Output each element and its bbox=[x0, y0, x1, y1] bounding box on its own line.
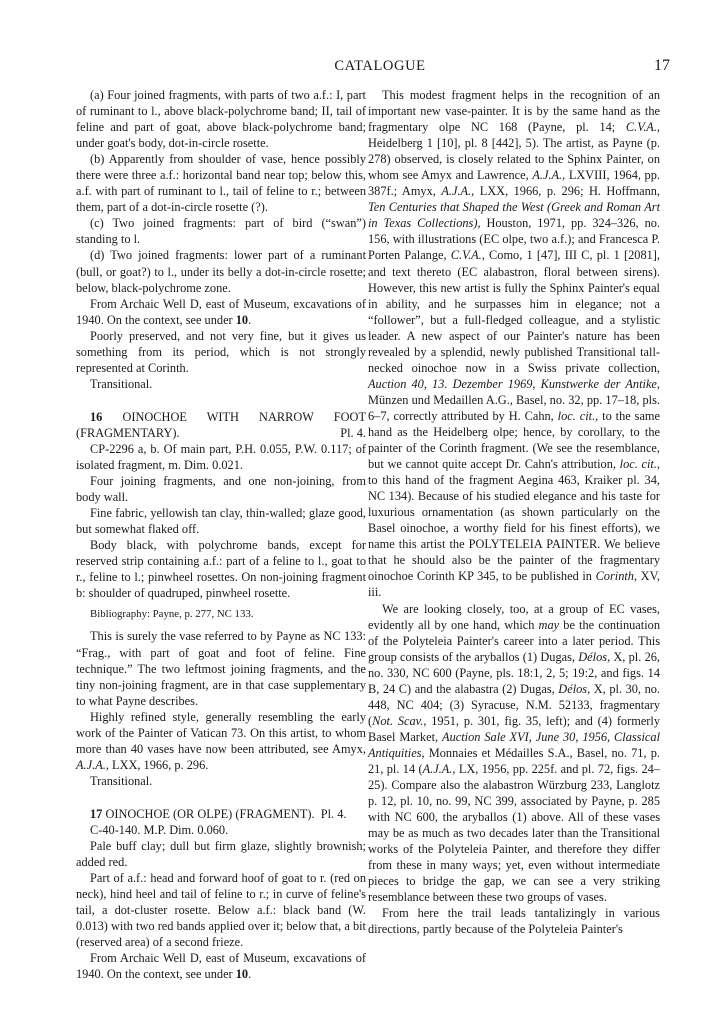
paragraph-ec-vases bbox=[368, 601, 660, 906]
entry-17-provenance-text: From Archaic Well D, east of Museum, excavations of 1940. On the context, see under bbox=[76, 951, 366, 982]
entry-16-number: 16 bbox=[90, 409, 103, 424]
series-title: Délos bbox=[578, 649, 608, 664]
paragraph-fragment-a: (a) Four joined fragments, with parts of two a.f.: I, part of ruminant to l., above black-polychrome band; II, tail of feline and part of goat, above black-polychrome band; under goat's body, dot-in-circle rosette. bbox=[76, 88, 366, 151]
text-run: , Heidelberg 1 [10], pl. 8 [442], 5). The artist, as Payne (p. 278) observed, is closely related to the Sphinx Painter, on whom see Amyx and Lawrence, bbox=[368, 120, 660, 183]
entry-16-bibliography: Bibliography: Payne, p. 277, NC 133. bbox=[90, 608, 254, 621]
entry-16-period: Transitional. bbox=[90, 773, 153, 788]
entry-16-fabric: Fine fabric, yellowish tan clay, thin-walled; glaze good, but somewhat flaked off. bbox=[76, 506, 366, 537]
entry-17-number: 17 bbox=[90, 806, 103, 821]
text-run: We are looking closely, too, at a group of EC vases, evidently all by one hand, which bbox=[368, 601, 660, 632]
right-column bbox=[368, 87, 660, 937]
text-run: , Houston, 1971, pp. 324–326, no. 156, with illustrations (EC olpe, two a.f.); and Francesca P. Porten Palange, bbox=[368, 216, 660, 263]
entry-16-commentary: This is surely the vase referred to by Payne as NC 133: “Frag., with part of goat and foot of feline. Fine technique.” The two leftmost joining fragments, and the tiny non-joining fragment, are in that case supplementary to what Payne describes. bbox=[76, 629, 366, 708]
text-run: , LXVIII, 1964, pp. 387f.; Amyx, bbox=[368, 168, 660, 199]
text-run: , to the same hand as the Heidelberg olpe; hence, by corollary, to the painter of the Corinth fragment. (We see the resemblance, but we cannot quite accept Dr. Cahn's attribution, bbox=[368, 408, 661, 472]
entry-16-style bbox=[76, 709, 366, 773]
catalogue-title: Auction 40, 13. Dezember 1969, Kunstwerke der Antike bbox=[368, 376, 657, 391]
text-run: , LXX, 1966, p. 296; H. Hoffmann, bbox=[471, 184, 660, 199]
paragraph-polyteleia-painter bbox=[368, 87, 660, 601]
paragraph-assessment: Poorly preserved, and not very fine, but it gives us something from its period, which is not strongly represented at Corinth. bbox=[76, 328, 366, 375]
text-run: , XV, iii. bbox=[368, 569, 660, 600]
entry-17-description: Part of a.f.: head and forward hoof of goat to r. (red on neck), hind heel and tail of feline to r.; in curve of feline's tail, a dot-cluster rosette. Below a.f.: black band (W. 0.013) with two red bands applied over it; below that, a bit (reserved area) of a second frieze. bbox=[76, 871, 366, 950]
provenance-text: From Archaic Well D, east of Museum, excavations of 1940. On the context, see under bbox=[76, 296, 366, 327]
paragraph-fragment-c: (c) Two joined fragments: part of bird (“swan”) standing to l. bbox=[76, 216, 366, 247]
entry-17-provenance-ref: 10 bbox=[235, 967, 249, 982]
page-number: 17 bbox=[654, 57, 670, 74]
journal-ref: A.J.A. bbox=[422, 761, 453, 776]
entry-16-description: Body black, with polychrome bands, except for reserved strip containing a.f.: part of a feline to l., goat to r., feline to l.; pinwheel rosettes. On non-joining fragment b: shoulder of quadruped, pinwheel rosette. bbox=[76, 538, 366, 601]
entry-16-style-text: Highly refined style, generally resembling the early work of the Painter of Vatican 73. On this artist, to whom more than 40 vases have now been attributed, see Amyx, bbox=[76, 709, 366, 756]
journal-ref: C.V.A. bbox=[625, 120, 657, 135]
text-run: , X, pl. 26, no. 330, NC 600 (Payne, pls. 18:1, 2, 5; 19:2, and figs. 14 B, 24 C) and the alabastra (2) Dugas, bbox=[368, 649, 661, 696]
citation-abbrev: loc. cit. bbox=[619, 457, 657, 472]
text-run: , 1951, p. 301, fig. 35, left); and (4) formerly Basel Market, bbox=[368, 713, 661, 744]
paragraph-provenance: From Archaic Well D, east of Museum, excavations of 1940. On the context, see under 10. bbox=[76, 296, 366, 327]
emphasis: may bbox=[538, 617, 560, 632]
provenance-ref: 10 bbox=[235, 312, 249, 327]
text-run: , to this hand of the fragment Aegina 463, Kraiker pl. 34, NC 134). Because of his studied elegance and his taste for luxurious ornamentation (as shown particularly on the Basel oinochoe, a worthy field for his finest efforts), we name this artist the POLYTELEIA PAINTER. We believe that he should also be the painter of the fragmentary oinochoe Corinth KP 345, to be published in bbox=[368, 457, 660, 584]
paragraph-period: Transitional. bbox=[90, 376, 153, 391]
running-head bbox=[90, 58, 670, 78]
text-run: be the continuation of the Polyteleia Painter's career into a later period. This group consists of the aryballos (1) Dugas, bbox=[368, 617, 660, 664]
running-title: CATALOGUE bbox=[334, 58, 426, 74]
catalogue-title: Auction Sale XVI, June 30, 1956, Classical Antiquities bbox=[368, 729, 660, 760]
entry-17-inventory: C-40-140. M.P. Dim. 0.060. bbox=[90, 822, 229, 837]
text-run: , Münzen und Medaillen A.G., Basel, no. 32, pp. 17–18, pls. 6–7, correctly attributed by H. Cahn, bbox=[368, 376, 660, 423]
series-title: Corinth bbox=[595, 569, 634, 584]
paragraph-fragment-b: (b) Apparently from shoulder of vase, hence possibly there were three a.f.: horizontal band near top; below this, a.f. with part of ruminant to l., tail of feline to r.; between them, part of a dot-in-circle rosette (?). bbox=[76, 152, 366, 215]
text-run: , Como, 1 [47], III C, pl. 1 [2081], and text thereto (EC alabastron, floral between sirens). However, this new artist is fully the Sphinx Painter's equal in ability, and he surpasses him in elegance; not a “follower”, but a full-fledged colleague, and a stylistic leader. A new aspect of our Painter's nature has been revealed by a splendid, newly published Transitional tall-necked oinochoe now in a Swiss private collection, bbox=[368, 248, 660, 375]
entry-16-style-journal: A.J.A. bbox=[76, 757, 106, 772]
entry-16-inventory: CP-2296 a, b. Of main part, P.H. 0.055, P.W. 0.117; of isolated fragment, m. Dim. 0.021. bbox=[76, 441, 366, 473]
entry-16-style-ref: , LXX, 1966, p. 296. bbox=[105, 757, 209, 772]
left-column bbox=[76, 87, 366, 982]
text-run: , Monnaies et Médailles S.A., Basel, no. 71, p. 21, pl. 14 ( bbox=[368, 745, 660, 776]
entry-16-title: OINOCHOE WITH NARROW FOOT (FRAGMENTARY). bbox=[76, 409, 367, 440]
entry-17-heading bbox=[76, 806, 366, 822]
journal-ref: Not. Scav. bbox=[372, 713, 424, 728]
journal-ref: C.V.A. bbox=[450, 248, 482, 263]
entry-16-plate: Pl. 4. bbox=[340, 425, 366, 440]
entry-17-provenance: From Archaic Well D, east of Museum, excavations of 1940. On the context, see under 10. bbox=[76, 951, 366, 982]
citation-abbrev: loc. cit. bbox=[557, 408, 596, 423]
entry-17-plate: Pl. 4. bbox=[320, 806, 347, 821]
journal-ref: A.J.A. bbox=[441, 184, 472, 199]
entry-17-title: OINOCHOE (OR OLPE) (FRAGMENT). bbox=[105, 806, 315, 821]
text-run: This modest fragment helps in the recognition of an important new vase-painter. It is by the same hand as the fragmentary olpe NC 168 (Payne, pl. 14; bbox=[368, 88, 660, 135]
text-run: , X, pl. 30, no. 448, NC 404; (3) Syracuse, N.M. 52133, fragmentary ( bbox=[368, 681, 660, 728]
entry-16-heading bbox=[76, 409, 366, 441]
paragraph-fragment-d: (d) Two joined fragments: lower part of a ruminant (bull, or goat?) to l., under its belly a dot-in-circle rosette; below, black-polychrome zone. bbox=[76, 248, 366, 295]
journal-ref: A.J.A. bbox=[532, 168, 563, 183]
entry-17-clay: Pale buff clay; dull but firm glaze, slightly brownish; added red. bbox=[76, 839, 366, 870]
book-title: Ten Centuries that Shaped the West (Greek and Roman Art in Texas Collections) bbox=[368, 200, 660, 231]
entry-16-fragments: Four joining fragments, and one non-joining, from body wall. bbox=[76, 474, 366, 505]
paragraph-trail: From here the trail leads tantalizingly in various directions, partly because of the Polyteleia Painter's bbox=[368, 906, 660, 937]
series-title: Délos bbox=[558, 681, 588, 696]
text-run: , LX, 1956, pp. 225f. and pl. 72, figs. 24–25). Compare also the alabastron Würzburg 233, Langlotz p. 12, pl. 10, no. 99, NC 399, associated by Payne, p. 285 with NC 600, the aryballos (1) above. All of these vases may be as much as two decades later than the Transitional works of the Polyteleia Painter, and therefore they differ from these in many ways; yet, even without intermediate pieces to bridge the gap, we can see a very striking resemblance between these two groups of vases. bbox=[368, 761, 660, 905]
